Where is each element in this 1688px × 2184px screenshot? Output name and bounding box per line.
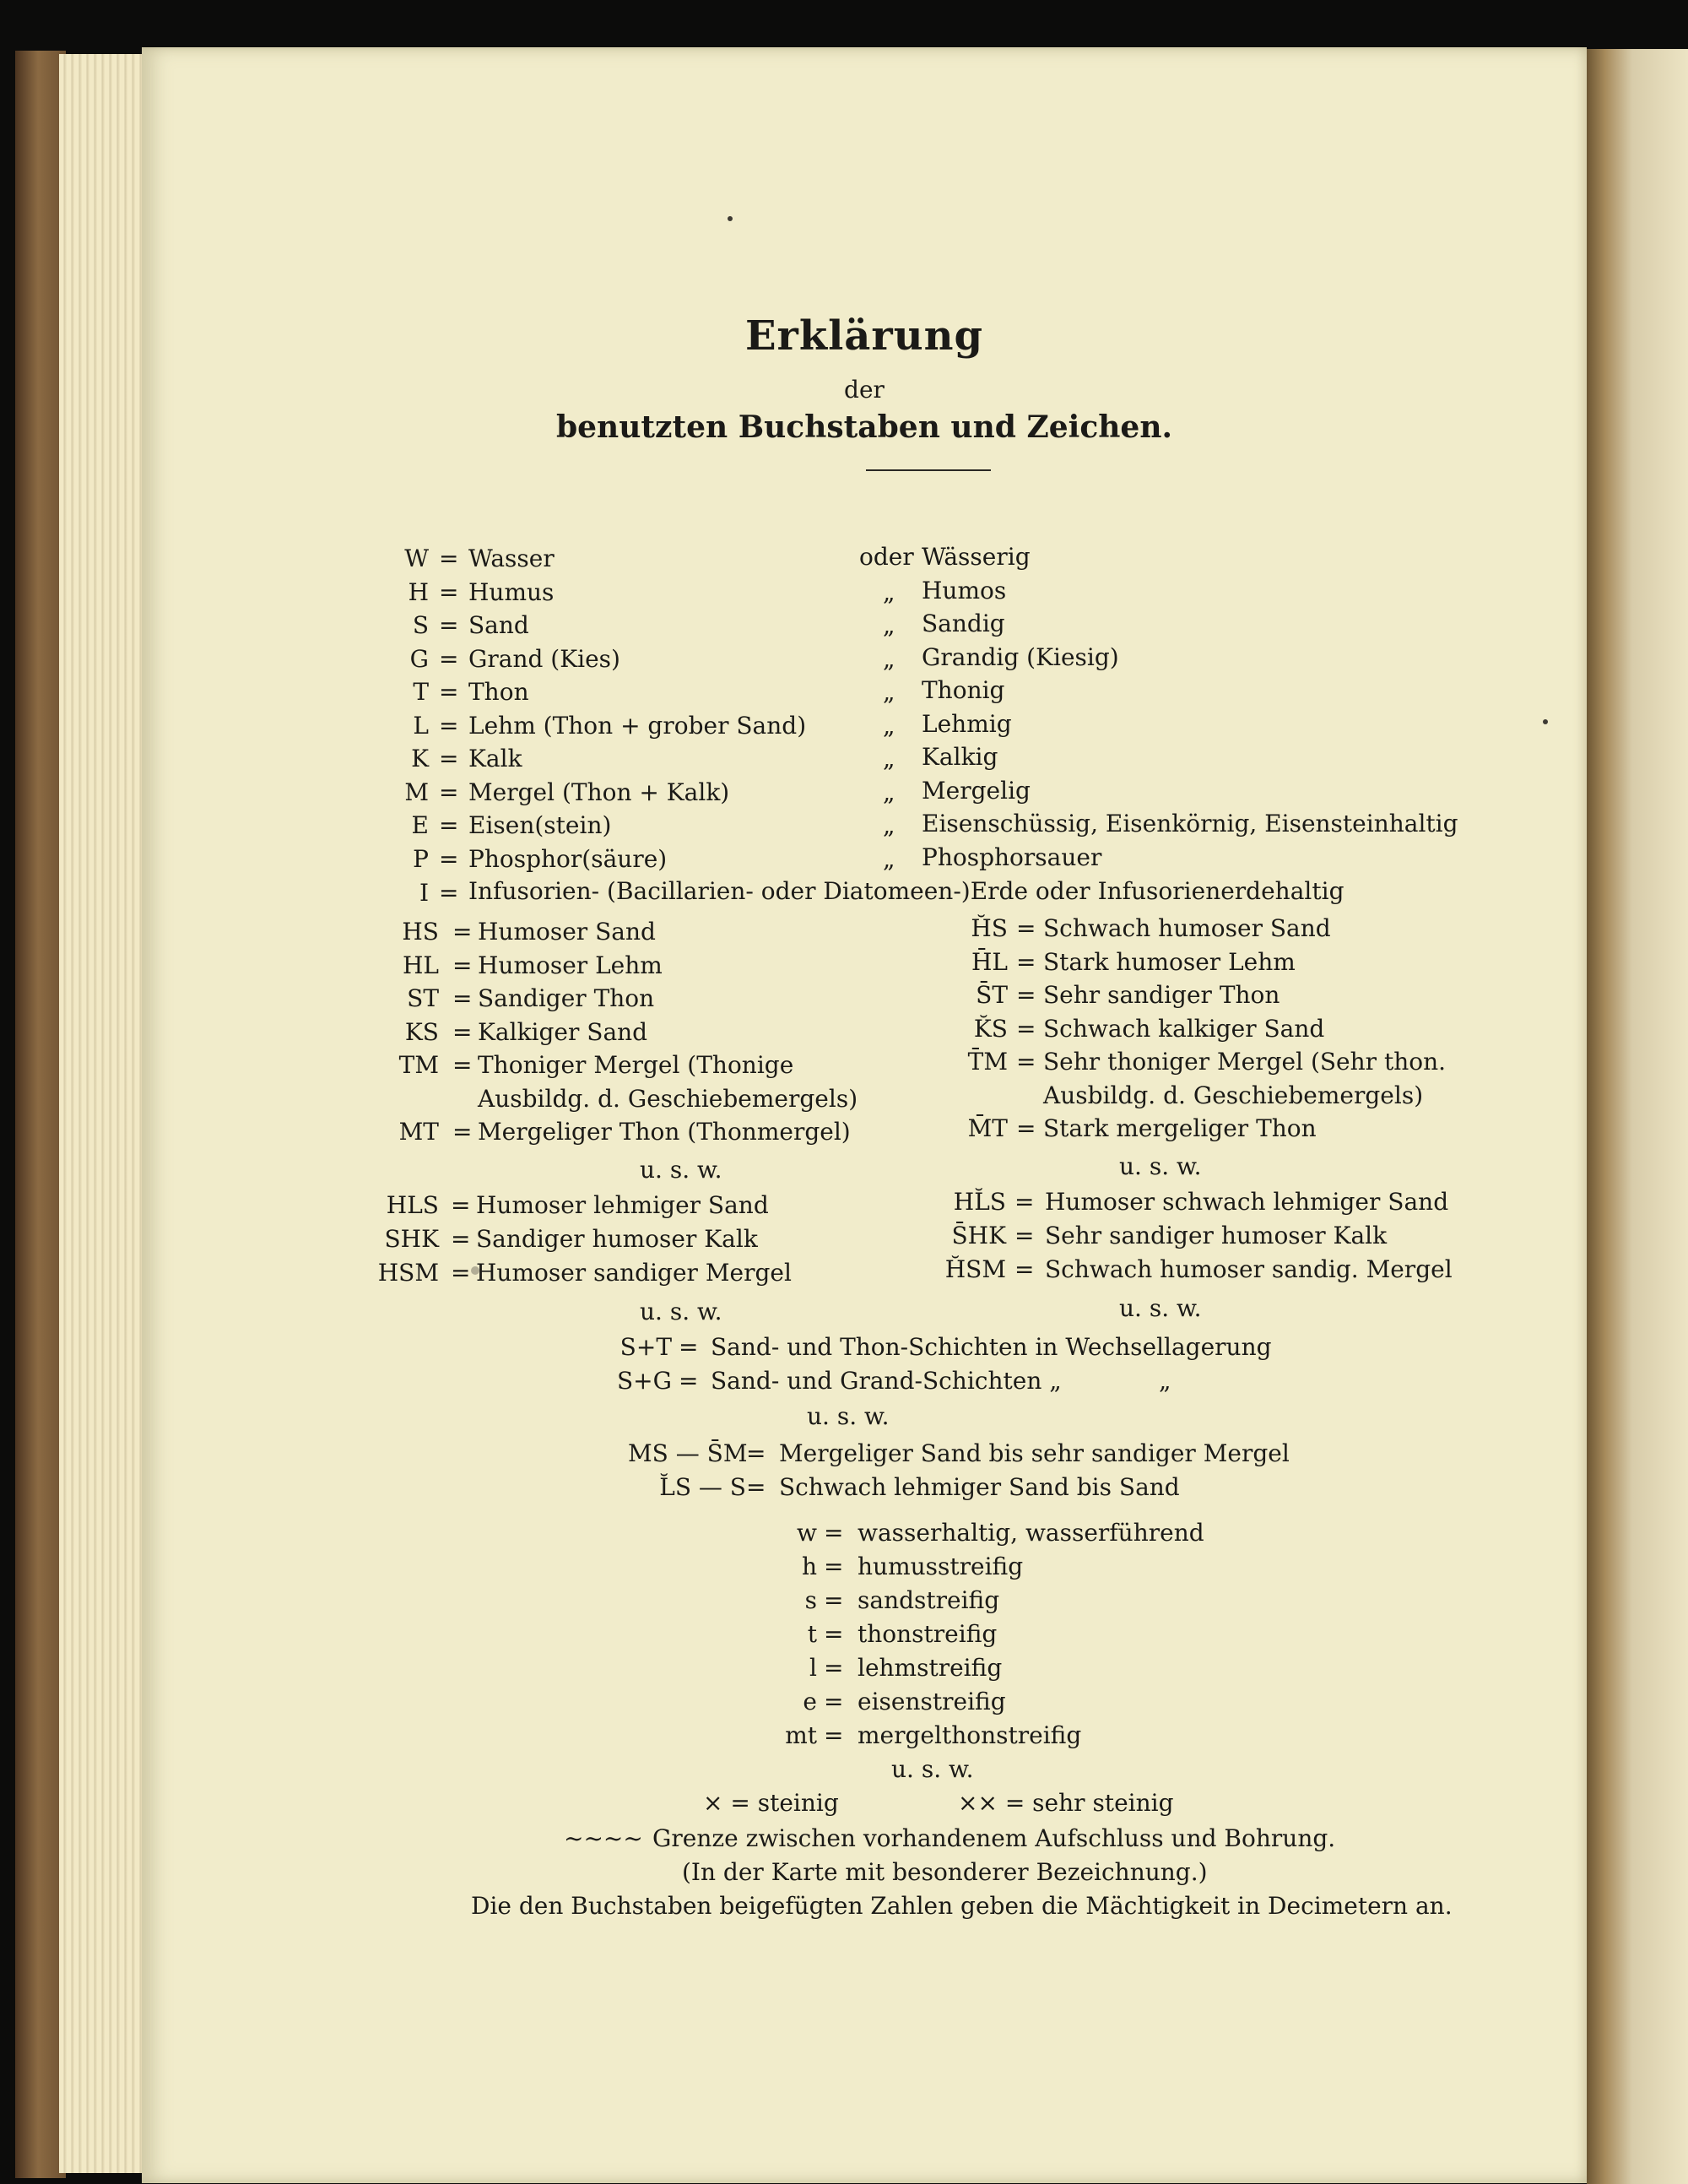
boundary-text: Grenze zwischen vorhandenem Aufschluss und Bohrung.	[652, 1824, 1336, 1852]
legend-meaning: Humus	[468, 577, 555, 606]
triple-right-equals: =	[1014, 1255, 1035, 1283]
triple-left-text: Humoser sandiger Mergel	[476, 1259, 792, 1287]
transition-code: L̆S — S	[659, 1473, 746, 1501]
triple-left-code: HSM	[377, 1259, 439, 1287]
legend-adjective: Phosphorsauer	[922, 843, 1102, 871]
triple-left-code: HLS	[386, 1191, 439, 1219]
pair-left-equals: =	[452, 1051, 473, 1079]
legend-connector: „	[883, 811, 895, 839]
legend-equals: =	[439, 711, 459, 740]
lowercase-code: s	[804, 1586, 817, 1614]
legend-meaning: Kalk	[468, 745, 522, 772]
lowercase-equals: =	[824, 1654, 844, 1682]
layer-text: Sand- und Thon-Schichten in Wechsellagerung	[711, 1333, 1272, 1361]
pair-left-equals: =	[452, 918, 473, 946]
lowercase-code: h	[801, 1553, 817, 1580]
legend-meaning: Lehm (Thon + grober Sand)	[468, 711, 807, 740]
legend-connector: „	[883, 844, 895, 873]
triple-right-text: Sehr sandiger humoser Kalk	[1045, 1222, 1388, 1249]
pair-right-text: Sehr sandiger Thon	[1043, 981, 1280, 1009]
legend-meaning: Thon	[468, 678, 529, 706]
lowercase-text: mergelthonstreifig	[858, 1721, 1082, 1749]
lowercase-text: humusstreifig	[858, 1553, 1024, 1580]
lowercase-equals: =	[824, 1553, 844, 1580]
pair-right-code: K̆S	[973, 1014, 1008, 1043]
legend-equals: =	[439, 644, 459, 673]
layer-code: S+T	[619, 1333, 672, 1361]
triple-right-equals: =	[1014, 1222, 1035, 1249]
lowercase-equals: =	[824, 1620, 844, 1648]
pair-right-text: Schwach kalkiger Sand	[1043, 1014, 1325, 1043]
lowercase-equals: =	[824, 1721, 844, 1749]
title-rule	[866, 469, 991, 471]
pair-right-code: S̄T	[976, 981, 1008, 1009]
usw-label: u. s. w.	[1119, 1152, 1202, 1180]
facing-page-edge	[1587, 49, 1688, 2184]
usw-label: u. s. w.	[640, 1298, 722, 1325]
lowercase-equals: =	[824, 1688, 844, 1715]
legend-equals: =	[439, 844, 459, 873]
pair-left-equals: =	[452, 1118, 473, 1146]
pair-right-text: Stark mergeliger Thon	[1043, 1114, 1317, 1142]
map-note: (In der Karte mit besonderer Bezeichnung.)	[682, 1858, 1208, 1886]
legend-connector: „	[883, 644, 895, 673]
pair-left-text: Mergeliger Thon (Thonmergel)	[478, 1118, 851, 1146]
usw-label: u. s. w.	[807, 1402, 890, 1430]
pair-left-code: HS	[402, 918, 439, 946]
lowercase-code: t	[807, 1620, 817, 1648]
legend-code: M	[404, 778, 429, 806]
pair-right-equals: =	[1016, 1114, 1036, 1142]
layer-ditto: „	[1159, 1367, 1171, 1395]
legend-adjective: Wässerig	[922, 543, 1031, 571]
usw-label: u. s. w.	[640, 1156, 722, 1184]
pair-right-code: H̄L	[971, 947, 1008, 976]
triple-left-equals: =	[451, 1259, 471, 1287]
legend-adjective: Grandig (Kiesig)	[922, 642, 1119, 671]
triple-right-code: H̆SM	[944, 1255, 1006, 1283]
layer-equals: =	[679, 1333, 699, 1361]
pair-right-equals: =	[1016, 914, 1036, 942]
page-subtitle: der	[844, 376, 885, 404]
page-title: Erklärung	[744, 312, 984, 360]
legend-adjective: Sandig	[922, 610, 1005, 637]
lowercase-code: l	[809, 1654, 817, 1682]
lowercase-equals: =	[824, 1586, 844, 1614]
legend-meaning: Sand	[468, 611, 529, 639]
triple-left-equals: =	[451, 1191, 471, 1219]
legend-connector: oder	[859, 543, 914, 571]
legend-connector: „	[883, 577, 895, 606]
legend-code: L	[413, 711, 429, 740]
legend-meaning: Grand (Kies)	[468, 644, 620, 673]
legend-code: W	[404, 545, 429, 572]
page-heading: benutzten Buchstaben und Zeichen.	[555, 409, 1173, 445]
layer-code: S+G	[616, 1367, 672, 1395]
legend-connector: „	[883, 745, 895, 772]
pair-left-equals: =	[452, 1017, 473, 1046]
legend-meaning: Eisen(stein)	[468, 811, 612, 839]
legend-connector: „	[883, 611, 895, 639]
pair-right-text: Ausbildg. d. Geschiebemergels)	[1043, 1081, 1424, 1109]
legend-code: K	[411, 745, 429, 772]
layer-text: Sand- und Grand-Schichten „	[711, 1367, 1062, 1395]
usw-label: u. s. w.	[891, 1755, 974, 1783]
lowercase-text: sandstreifig	[858, 1586, 1000, 1614]
pair-right-code: M̄T	[967, 1114, 1008, 1142]
legend-adjective: Mergelig	[922, 776, 1031, 805]
legend-equals: =	[439, 611, 459, 639]
triple-right-text: Humoser schwach lehmiger Sand	[1045, 1188, 1449, 1216]
triple-right-code: HL̆S	[953, 1188, 1006, 1216]
pair-right-code: T̄M	[967, 1048, 1008, 1076]
legend-connector: „	[883, 678, 895, 706]
boundary-symbol-icon: ~~~~	[564, 1824, 643, 1852]
legend-adjective: Eisenschüssig, Eisenkörnig, Eisensteinhaltig	[922, 810, 1458, 837]
pair-left-text: Humoser Lehm	[478, 951, 663, 979]
pair-left-code: TM	[398, 1051, 439, 1079]
transition-text: Mergeliger Sand bis sehr sandiger Mergel	[779, 1439, 1290, 1467]
legend-equals: =	[439, 811, 459, 839]
legend-infusorien-text: Infusorien- (Bacillarien- oder Diatomeen-)Erde oder Infusorienerdehaltig	[468, 877, 1344, 905]
lowercase-text: eisenstreifig	[858, 1688, 1006, 1715]
legend-adjective: Humos	[922, 576, 1007, 604]
pair-right-equals: =	[1016, 947, 1036, 976]
legend-connector: „	[883, 778, 895, 806]
legend-equals: =	[439, 577, 459, 606]
pair-left-code: MT	[398, 1118, 439, 1146]
legend-code: P	[413, 844, 429, 873]
pair-right-equals: =	[1016, 981, 1036, 1009]
lowercase-text: lehmstreifig	[858, 1654, 1003, 1682]
lowercase-code: mt	[785, 1721, 817, 1749]
transition-code: MS — S̄M	[628, 1439, 748, 1467]
pair-right-text: Sehr thoniger Mergel (Sehr thon.	[1043, 1048, 1447, 1076]
usw-label: u. s. w.	[1119, 1294, 1202, 1322]
pair-left-equals: =	[452, 951, 473, 979]
footer-note: Die den Buchstaben beigefügten Zahlen geben die Mächtigkeit in Decimetern an.	[471, 1892, 1453, 1920]
legend-code: T	[413, 678, 429, 706]
triple-right-equals: =	[1014, 1188, 1035, 1216]
stone-double: ×× = sehr steinig	[958, 1789, 1174, 1817]
legend-equals: =	[439, 678, 459, 706]
lowercase-equals: =	[824, 1519, 844, 1547]
transition-equals: =	[746, 1473, 766, 1501]
legend-meaning: Phosphor(säure)	[468, 844, 668, 873]
triple-left-text: Humoser lehmiger Sand	[476, 1191, 769, 1219]
pair-left-text: Humoser Sand	[478, 918, 656, 946]
legend-code: S	[412, 611, 429, 639]
lowercase-text: thonstreifig	[858, 1620, 998, 1648]
pair-left-equals: =	[452, 984, 473, 1012]
pair-right-text: Stark humoser Lehm	[1043, 947, 1296, 976]
transition-equals: =	[746, 1439, 766, 1467]
legend-equals: =	[439, 545, 459, 572]
pair-left-text: Kalkiger Sand	[478, 1017, 648, 1046]
legend-equals: =	[439, 879, 459, 907]
pair-right-equals: =	[1016, 1048, 1036, 1076]
triple-left-equals: =	[451, 1225, 471, 1253]
layer-equals: =	[679, 1367, 699, 1395]
legend-meaning: Wasser	[468, 545, 555, 572]
pair-left-code: KS	[404, 1017, 439, 1046]
stone-single: × = steinig	[703, 1789, 839, 1817]
pair-right-text: Schwach humoser Sand	[1043, 914, 1331, 942]
lowercase-code: w	[797, 1519, 817, 1547]
lowercase-code: e	[803, 1688, 817, 1715]
pair-right-equals: =	[1016, 1014, 1036, 1043]
page-stack-edges	[59, 54, 152, 2173]
legend-equals: =	[439, 778, 459, 806]
pair-right-code: H̆S	[971, 914, 1008, 942]
legend-code: E	[411, 811, 429, 839]
triple-left-code: SHK	[384, 1225, 439, 1253]
pair-left-code: ST	[407, 984, 439, 1012]
book-cover-edge	[15, 51, 66, 2178]
legend-meaning: Mergel (Thon + Kalk)	[468, 778, 730, 806]
legend-code: I	[419, 879, 429, 907]
legend-adjective: Lehmig	[922, 709, 1012, 738]
legend-adjective: Thonig	[922, 676, 1005, 704]
pair-left-text: Sandiger Thon	[478, 984, 655, 1012]
legend-equals: =	[439, 745, 459, 772]
page	[142, 47, 1587, 2183]
pair-left-text: Ausbildg. d. Geschiebemergels)	[478, 1084, 858, 1113]
triple-left-text: Sandiger humoser Kalk	[476, 1225, 758, 1253]
lowercase-text: wasserhaltig, wasserführend	[858, 1519, 1204, 1547]
triple-right-code: S̄HK	[951, 1222, 1006, 1249]
legend-code: G	[409, 644, 429, 673]
specks	[1543, 719, 1548, 724]
legend-adjective: Kalkig	[922, 743, 998, 771]
specks	[728, 216, 733, 221]
legend-connector: „	[883, 711, 895, 740]
pair-left-code: HL	[402, 951, 439, 979]
pair-left-text: Thoniger Mergel (Thonige	[478, 1051, 794, 1079]
triple-right-text: Schwach humoser sandig. Mergel	[1045, 1255, 1453, 1283]
transition-text: Schwach lehmiger Sand bis Sand	[779, 1473, 1180, 1501]
legend-code: H	[408, 577, 429, 606]
